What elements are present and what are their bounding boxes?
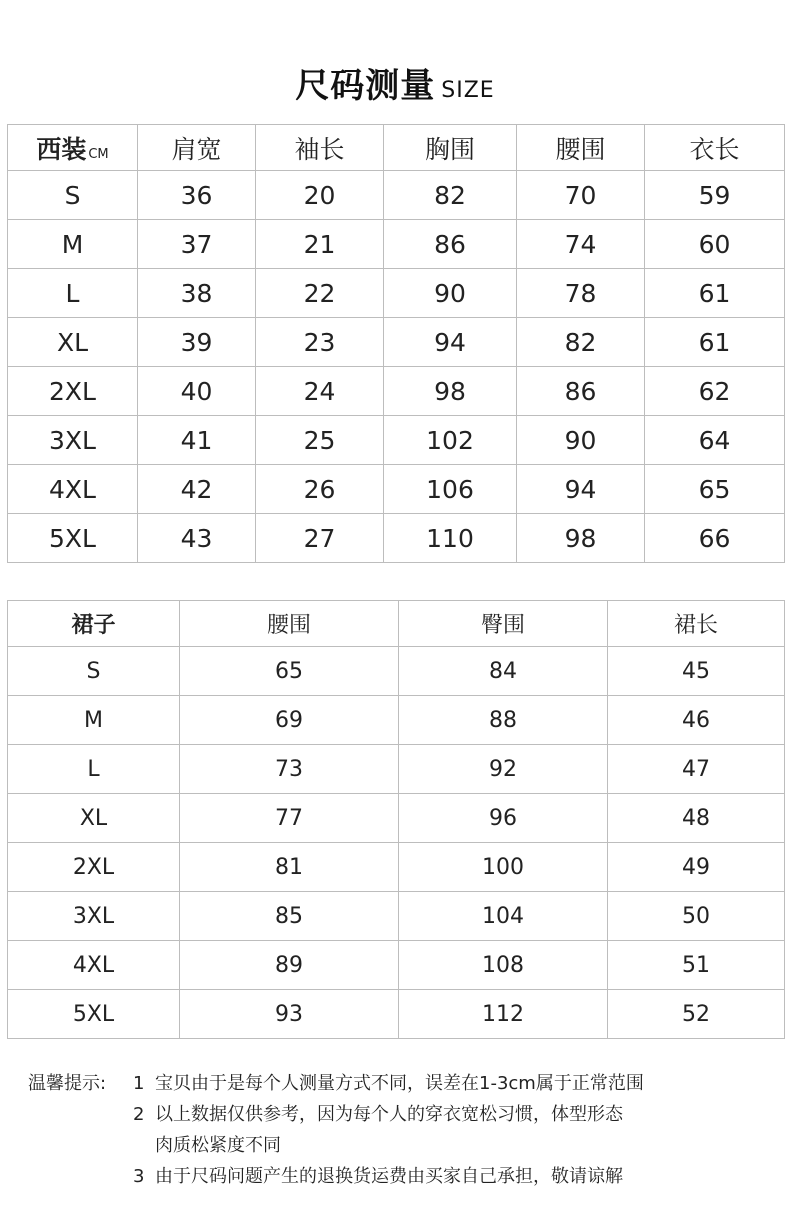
skirt-col-header: 臀围 (399, 601, 608, 647)
skirt-row (8, 843, 785, 892)
skirt-size-label: M (8, 696, 180, 745)
jacket-col-header: 肩宽 (138, 125, 256, 171)
jacket-cell: 61 (645, 269, 785, 318)
jacket-size-label: XL (8, 318, 138, 367)
note-number: 2 (133, 1104, 145, 1125)
jacket-cell: 23 (256, 318, 384, 367)
skirt-row (8, 696, 785, 745)
skirt-cell: 92 (399, 745, 608, 794)
jacket-cell: 39 (138, 318, 256, 367)
jacket-cell: 106 (384, 465, 517, 514)
skirt-cell: 93 (180, 990, 399, 1039)
notes-section (28, 1068, 768, 1192)
jacket-cell: 43 (138, 514, 256, 563)
note-item (28, 1068, 768, 1099)
jacket-row (8, 220, 785, 269)
jacket-cell: 74 (517, 220, 645, 269)
note-text: 由于尺码问题产生的退换货运费由买家自己承担，敬请谅解 (155, 1166, 623, 1187)
jacket-cell: 102 (384, 416, 517, 465)
jacket-row (8, 416, 785, 465)
skirt-cell: 81 (180, 843, 399, 892)
jacket-cell: 36 (138, 171, 256, 220)
note-item (28, 1099, 768, 1130)
jacket-cell: 27 (256, 514, 384, 563)
jacket-col-header: 袖长 (256, 125, 384, 171)
jacket-cell: 40 (138, 367, 256, 416)
jacket-cell: 25 (256, 416, 384, 465)
skirt-row (8, 647, 785, 696)
jacket-cell: 64 (645, 416, 785, 465)
jacket-cell: 78 (517, 269, 645, 318)
skirt-row (8, 941, 785, 990)
jacket-corner-label: 西装 (36, 134, 87, 164)
jacket-cell: 98 (384, 367, 517, 416)
jacket-row (8, 318, 785, 367)
jacket-size-label: 3XL (8, 416, 138, 465)
skirt-cell: 47 (608, 745, 785, 794)
note-text: 宝贝由于是每个人测量方式不同，误差在1-3cm属于正常范围 (155, 1073, 644, 1094)
skirt-cell: 112 (399, 990, 608, 1039)
note-text: 肉质松紧度不同 (155, 1135, 281, 1156)
jacket-header-row (8, 125, 785, 171)
skirt-cell: 49 (608, 843, 785, 892)
skirt-row (8, 892, 785, 941)
jacket-cell: 21 (256, 220, 384, 269)
note-number: 3 (133, 1166, 145, 1187)
note-number: 1 (133, 1073, 145, 1094)
jacket-cell: 90 (384, 269, 517, 318)
jacket-size-label: 4XL (8, 465, 138, 514)
skirt-col-header: 腰围 (180, 601, 399, 647)
jacket-cell: 62 (645, 367, 785, 416)
note-item-continuation (28, 1130, 768, 1161)
skirt-size-label: L (8, 745, 180, 794)
jacket-row (8, 367, 785, 416)
skirt-cell: 50 (608, 892, 785, 941)
skirt-row (8, 794, 785, 843)
skirt-cell: 96 (399, 794, 608, 843)
jacket-size-label: 5XL (8, 514, 138, 563)
skirt-cell: 73 (180, 745, 399, 794)
skirt-cell: 84 (399, 647, 608, 696)
jacket-cell: 110 (384, 514, 517, 563)
jacket-size-label: S (8, 171, 138, 220)
skirt-size-table (7, 600, 785, 1039)
jacket-cell: 65 (645, 465, 785, 514)
title-main: 尺码测量 (295, 66, 436, 106)
skirt-cell: 100 (399, 843, 608, 892)
jacket-cell: 70 (517, 171, 645, 220)
jacket-cell: 98 (517, 514, 645, 563)
jacket-cell: 24 (256, 367, 384, 416)
jacket-row (8, 465, 785, 514)
jacket-cell: 61 (645, 318, 785, 367)
jacket-cell: 38 (138, 269, 256, 318)
jacket-cell: 86 (517, 367, 645, 416)
skirt-cell: 85 (180, 892, 399, 941)
notes-label: 温馨提示: (28, 1073, 107, 1094)
jacket-cell: 37 (138, 220, 256, 269)
skirt-size-label: 4XL (8, 941, 180, 990)
skirt-header-row (8, 601, 785, 647)
skirt-cell: 45 (608, 647, 785, 696)
jacket-cell: 94 (384, 318, 517, 367)
jacket-row (8, 269, 785, 318)
jacket-cell: 94 (517, 465, 645, 514)
jacket-cell: 82 (384, 171, 517, 220)
jacket-cell: 86 (384, 220, 517, 269)
jacket-cell: 82 (517, 318, 645, 367)
skirt-size-label: XL (8, 794, 180, 843)
jacket-row (8, 514, 785, 563)
skirt-row (8, 990, 785, 1039)
note-text: 以上数据仅供参考，因为每个人的穿衣宽松习惯，体型形态 (155, 1104, 623, 1125)
skirt-cell: 65 (180, 647, 399, 696)
skirt-cell: 51 (608, 941, 785, 990)
jacket-col-header: 腰围 (517, 125, 645, 171)
skirt-cell: 89 (180, 941, 399, 990)
skirt-col-header: 裙长 (608, 601, 785, 647)
skirt-row (8, 745, 785, 794)
jacket-unit-label: CM (88, 146, 109, 162)
jacket-size-table (7, 124, 785, 563)
title-sub: SIZE (441, 78, 495, 103)
jacket-cell: 90 (517, 416, 645, 465)
jacket-cell: 66 (645, 514, 785, 563)
jacket-size-label: M (8, 220, 138, 269)
jacket-col-header: 胸围 (384, 125, 517, 171)
skirt-cell: 46 (608, 696, 785, 745)
skirt-size-label: 2XL (8, 843, 180, 892)
skirt-cell: 77 (180, 794, 399, 843)
note-item (28, 1161, 768, 1192)
skirt-size-label: 5XL (8, 990, 180, 1039)
jacket-row (8, 171, 785, 220)
jacket-cell: 59 (645, 171, 785, 220)
jacket-cell: 26 (256, 465, 384, 514)
skirt-cell: 69 (180, 696, 399, 745)
jacket-size-label: 2XL (8, 367, 138, 416)
jacket-cell: 22 (256, 269, 384, 318)
jacket-cell: 60 (645, 220, 785, 269)
skirt-cell: 52 (608, 990, 785, 1039)
skirt-cell: 48 (608, 794, 785, 843)
jacket-size-label: L (8, 269, 138, 318)
skirt-cell: 104 (399, 892, 608, 941)
skirt-cell: 108 (399, 941, 608, 990)
skirt-corner-header: 裙子 (8, 601, 180, 647)
jacket-cell: 42 (138, 465, 256, 514)
jacket-col-header: 衣长 (645, 125, 785, 171)
skirt-cell: 88 (399, 696, 608, 745)
jacket-corner-header (8, 125, 138, 171)
jacket-cell: 20 (256, 171, 384, 220)
jacket-cell: 41 (138, 416, 256, 465)
skirt-size-label: 3XL (8, 892, 180, 941)
page-title (0, 58, 790, 107)
skirt-size-label: S (8, 647, 180, 696)
